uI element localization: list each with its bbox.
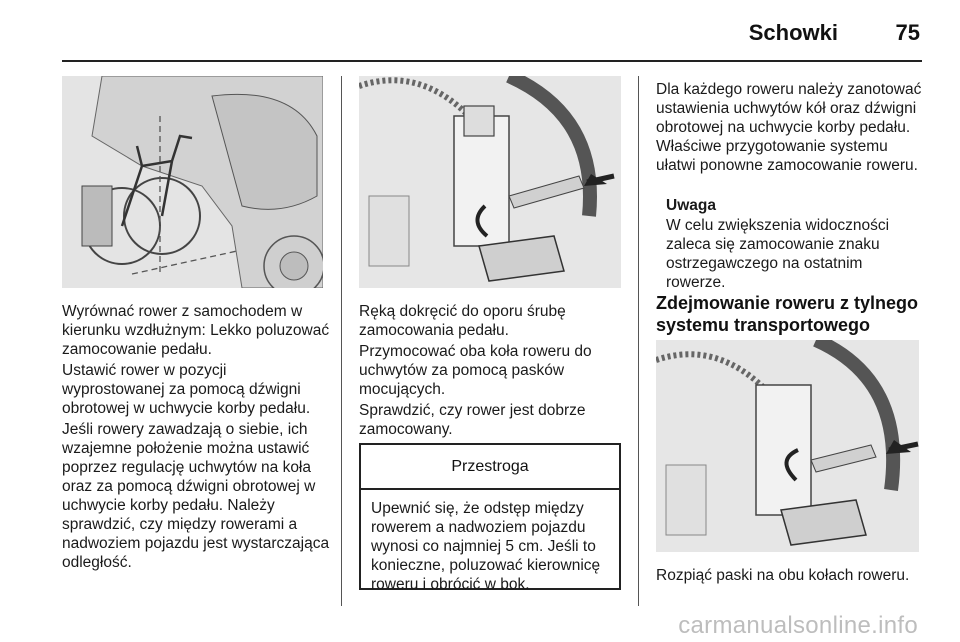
warning-text: Upewnić się, że odstęp między rowerem a nadwoziem pojazdu wynosi co najmniej 5 cm. Jeśli to konieczne, poluzować kierownicę roweru i obrócić w bok. bbox=[371, 500, 601, 593]
figure-strap-release bbox=[656, 340, 919, 552]
section-title: Schowki bbox=[748, 20, 838, 45]
left-paragraph-3: Jeśli rowery zawadzają o siebie, ich wzajemne położenie można ustawić poprzez regulację uchwytów na koła oraz za pomocą dźwigni obrotowej w uchwycie korby pedału. Należy sprawdzić, czy między rowerami a nadwoziem pojazdu jest wystarczająca odległość. bbox=[62, 421, 330, 571]
middle-paragraph-1: Ręką dokręcić do oporu śrubę zamocowania pedału. bbox=[359, 303, 566, 339]
middle-paragraph-3: Sprawdzić, czy rower jest dobrze zamocowany. bbox=[359, 402, 586, 438]
column-divider-1 bbox=[341, 76, 342, 606]
figure-pedal-clamp bbox=[359, 76, 621, 288]
section-heading: Zdejmowanie roweru z tylnego systemu transportowego bbox=[656, 293, 919, 335]
watermark: carmanualsonline.info bbox=[678, 612, 918, 639]
left-paragraph-2: Ustawić rower w pozycji wyprostowanej za pomocą dźwigni obrotowej w uchwycie korby pedału. bbox=[62, 362, 311, 417]
note-text: W celu zwiększenia widoczności zaleca się zamocowanie znaku ostrzegawczego na ostatnim rowerze. bbox=[666, 217, 890, 291]
middle-paragraph-2: Przymocować oba koła roweru do uchwytów za pomocą pasków mocujących. bbox=[359, 343, 592, 398]
warning-box bbox=[359, 443, 621, 593]
page-header bbox=[0, 0, 960, 60]
warning-title: Przestroga bbox=[361, 445, 619, 490]
figure-bike-on-car bbox=[62, 76, 323, 288]
figure-caption: Rozpiąć paski na obu kołach roweru. bbox=[656, 567, 910, 584]
header-rule bbox=[62, 60, 922, 62]
left-paragraph-1: Wyrównać rower z samochodem w kierunku wzdłużnym: Lekko poluzować zamocowanie pedału. bbox=[62, 303, 330, 358]
note-label: Uwaga bbox=[666, 197, 716, 214]
page-number: 75 bbox=[895, 20, 920, 45]
column-divider-2 bbox=[638, 76, 639, 606]
right-intro-paragraph: Dla każdego roweru należy zanotować ustawienia uchwytów kół oraz dźwigni obrotowej na uchwycie korby pedału. Właściwe przygotowanie systemu ułatwi ponowne zamocowanie roweru. bbox=[656, 81, 922, 174]
